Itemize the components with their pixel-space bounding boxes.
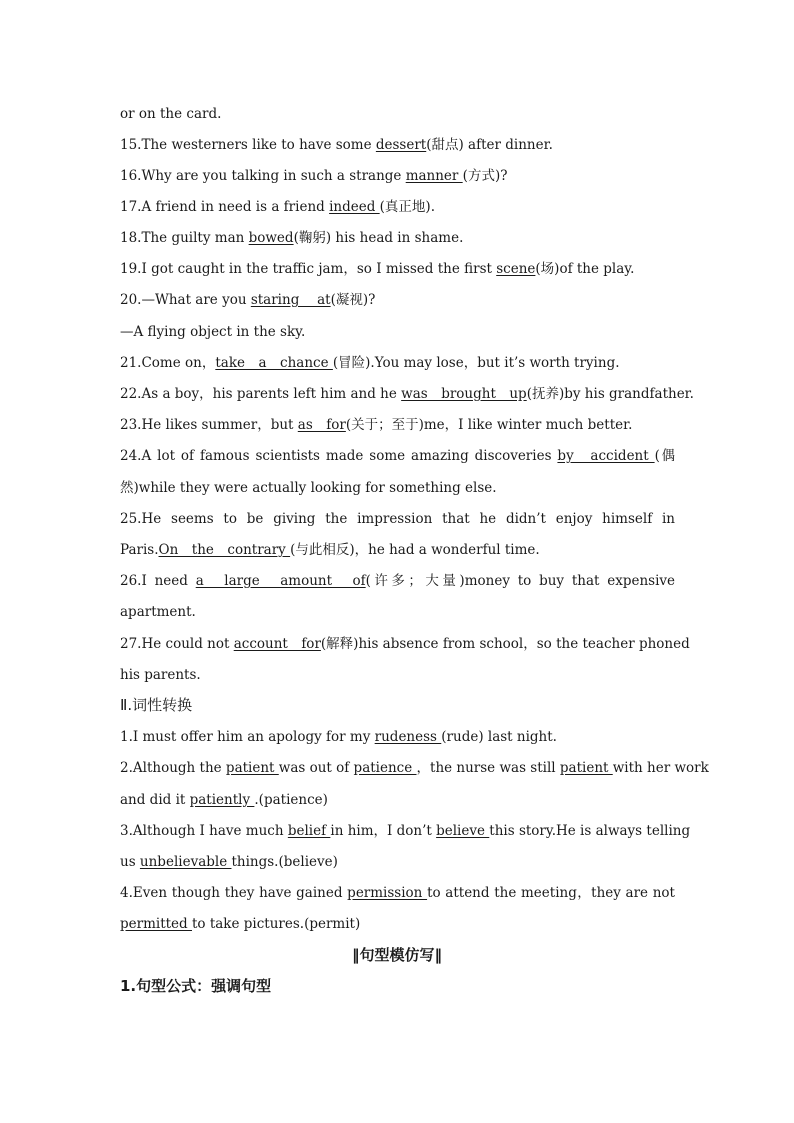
text-line xyxy=(120,105,675,123)
section-heading-word-conversion: Ⅱ.词性转换 xyxy=(120,696,193,714)
answer-blank: permission xyxy=(347,885,428,901)
line-text: 4.Even though they have gained xyxy=(120,885,348,901)
line-text: (方式)? xyxy=(462,168,508,184)
line-text: to attend the meeting，they are not xyxy=(427,885,675,901)
answer-blank: was brought up xyxy=(401,386,527,402)
line-text: (冒险).You may lose，but it’s worth trying. xyxy=(332,355,620,371)
line-text: 3.Although I have much xyxy=(120,823,288,839)
formula-title: 1.句型公式：强调句型 xyxy=(120,977,272,995)
text-line xyxy=(120,915,675,933)
line-text: (与此相反)，he had a wonderful time. xyxy=(290,542,540,558)
line-text: 22.As a boy，his parents left him and he xyxy=(120,386,402,402)
line-text: 1.I must offer him an apology for my xyxy=(120,729,375,745)
text-line xyxy=(120,603,675,621)
answer-blank: as for xyxy=(297,417,346,433)
text-line xyxy=(120,479,675,497)
line-text: 21.Come on， xyxy=(120,355,216,371)
line-text: 17.A friend in need is a friend xyxy=(120,199,330,215)
exercise-item xyxy=(120,260,675,278)
answer-blank: On the contrary xyxy=(158,542,291,558)
answer-blank: manner xyxy=(405,168,463,184)
answer-blank: bowed xyxy=(248,230,294,246)
line-text: 25.He seems to be giving the impression that he didn’t enjoy himself in xyxy=(120,511,675,527)
exercise-item xyxy=(120,354,675,372)
exercise-item xyxy=(120,136,675,154)
answer-blank: take a chance xyxy=(215,355,333,371)
answer-blank: patient xyxy=(225,760,279,776)
exercise-item xyxy=(120,510,675,528)
text-line xyxy=(120,791,675,809)
answer-blank: indeed xyxy=(329,199,380,215)
answer-blank: account for xyxy=(233,636,321,652)
exercise-item xyxy=(120,291,675,309)
exercise-item xyxy=(120,385,694,403)
exercise-item xyxy=(120,229,675,247)
line-text: (鞠躬) his head in shame. xyxy=(293,230,464,246)
exercise-item xyxy=(120,416,675,434)
line-text: (场)of the play. xyxy=(535,261,635,277)
line-text: (关于；至于)me，I like winter much better. xyxy=(345,417,633,433)
line-text: ，the nurse was still xyxy=(416,760,560,776)
line-text: this story.He is always telling xyxy=(489,823,691,839)
line-text: (偶 xyxy=(654,448,675,464)
answer-blank: patience xyxy=(353,760,417,776)
exercise-item xyxy=(120,447,675,465)
exercise-item xyxy=(120,759,709,777)
line-text: .(patience) xyxy=(254,792,328,808)
line-text: (抚养)by his grandfather. xyxy=(526,386,694,402)
section-heading-sentence-pattern: ‖句型模仿写‖ xyxy=(351,946,442,964)
line-text: 然)while they were actually looking for something else. xyxy=(120,480,497,496)
line-text: and did it xyxy=(120,792,190,808)
answer-blank: scene xyxy=(496,261,536,277)
answer-blank: by accident xyxy=(557,448,655,464)
line-text: 27.He could not xyxy=(120,636,234,652)
line-text: 19.I got caught in the traffic jam，so I missed the first xyxy=(120,261,497,277)
answer-blank: staring at xyxy=(250,292,331,308)
answer-blank: dessert xyxy=(375,137,427,153)
line-text: 16.Why are you talking in such a strange xyxy=(120,168,406,184)
line-text: (甜点) after dinner. xyxy=(426,137,553,153)
exercise-item xyxy=(120,822,691,840)
line-text: to take pictures.(permit) xyxy=(191,916,361,932)
line-text: (许多；大量)money to buy that expensive xyxy=(365,573,676,589)
line-text: 26.I need xyxy=(120,573,196,589)
line-text: 23.He likes summer，but xyxy=(120,417,298,433)
line-text: 24.A lot of famous scientists made some amazing discoveries xyxy=(120,448,558,464)
line-text: —A flying object in the sky. xyxy=(120,324,306,340)
line-text: us xyxy=(120,854,140,870)
line-text: in him，I don’t xyxy=(330,823,437,839)
line-text: his parents. xyxy=(120,667,201,683)
line-text: apartment. xyxy=(120,604,196,620)
line-text: Paris. xyxy=(120,542,159,558)
line-text: 2.Although the xyxy=(120,760,226,776)
exercise-item xyxy=(120,198,675,216)
text-line xyxy=(120,853,675,871)
line-text: things.(believe) xyxy=(231,854,338,870)
line-text: with her work xyxy=(612,760,709,776)
text-line xyxy=(120,323,675,341)
line-text: was out of xyxy=(278,760,354,776)
line-text: (凝视)? xyxy=(330,292,376,308)
exercise-item xyxy=(120,884,675,902)
answer-blank: patiently xyxy=(189,792,255,808)
answer-blank: rudeness xyxy=(374,729,442,745)
exercise-item xyxy=(120,635,690,653)
line-text: (rude) last night. xyxy=(441,729,557,745)
answer-blank: patient xyxy=(559,760,613,776)
text-line xyxy=(120,541,675,559)
answer-blank: believe xyxy=(436,823,490,839)
answer-blank: a large amount of xyxy=(195,573,366,589)
line-text: (解释)his absence from school，so the teacher phoned xyxy=(320,636,690,652)
line-text: 18.The guilty man xyxy=(120,230,249,246)
answer-blank: unbelievable xyxy=(139,854,232,870)
line-text: 15.The westerners like to have some xyxy=(120,137,376,153)
exercise-item xyxy=(120,167,675,185)
text-line xyxy=(120,666,675,684)
answer-blank: belief xyxy=(287,823,331,839)
exercise-item xyxy=(120,572,675,590)
line-text: or on the card. xyxy=(120,106,222,122)
answer-blank: permitted xyxy=(120,916,192,932)
exercise-item xyxy=(120,728,675,746)
line-text: (真正地). xyxy=(379,199,435,215)
line-text: 20.—What are you xyxy=(120,292,251,308)
